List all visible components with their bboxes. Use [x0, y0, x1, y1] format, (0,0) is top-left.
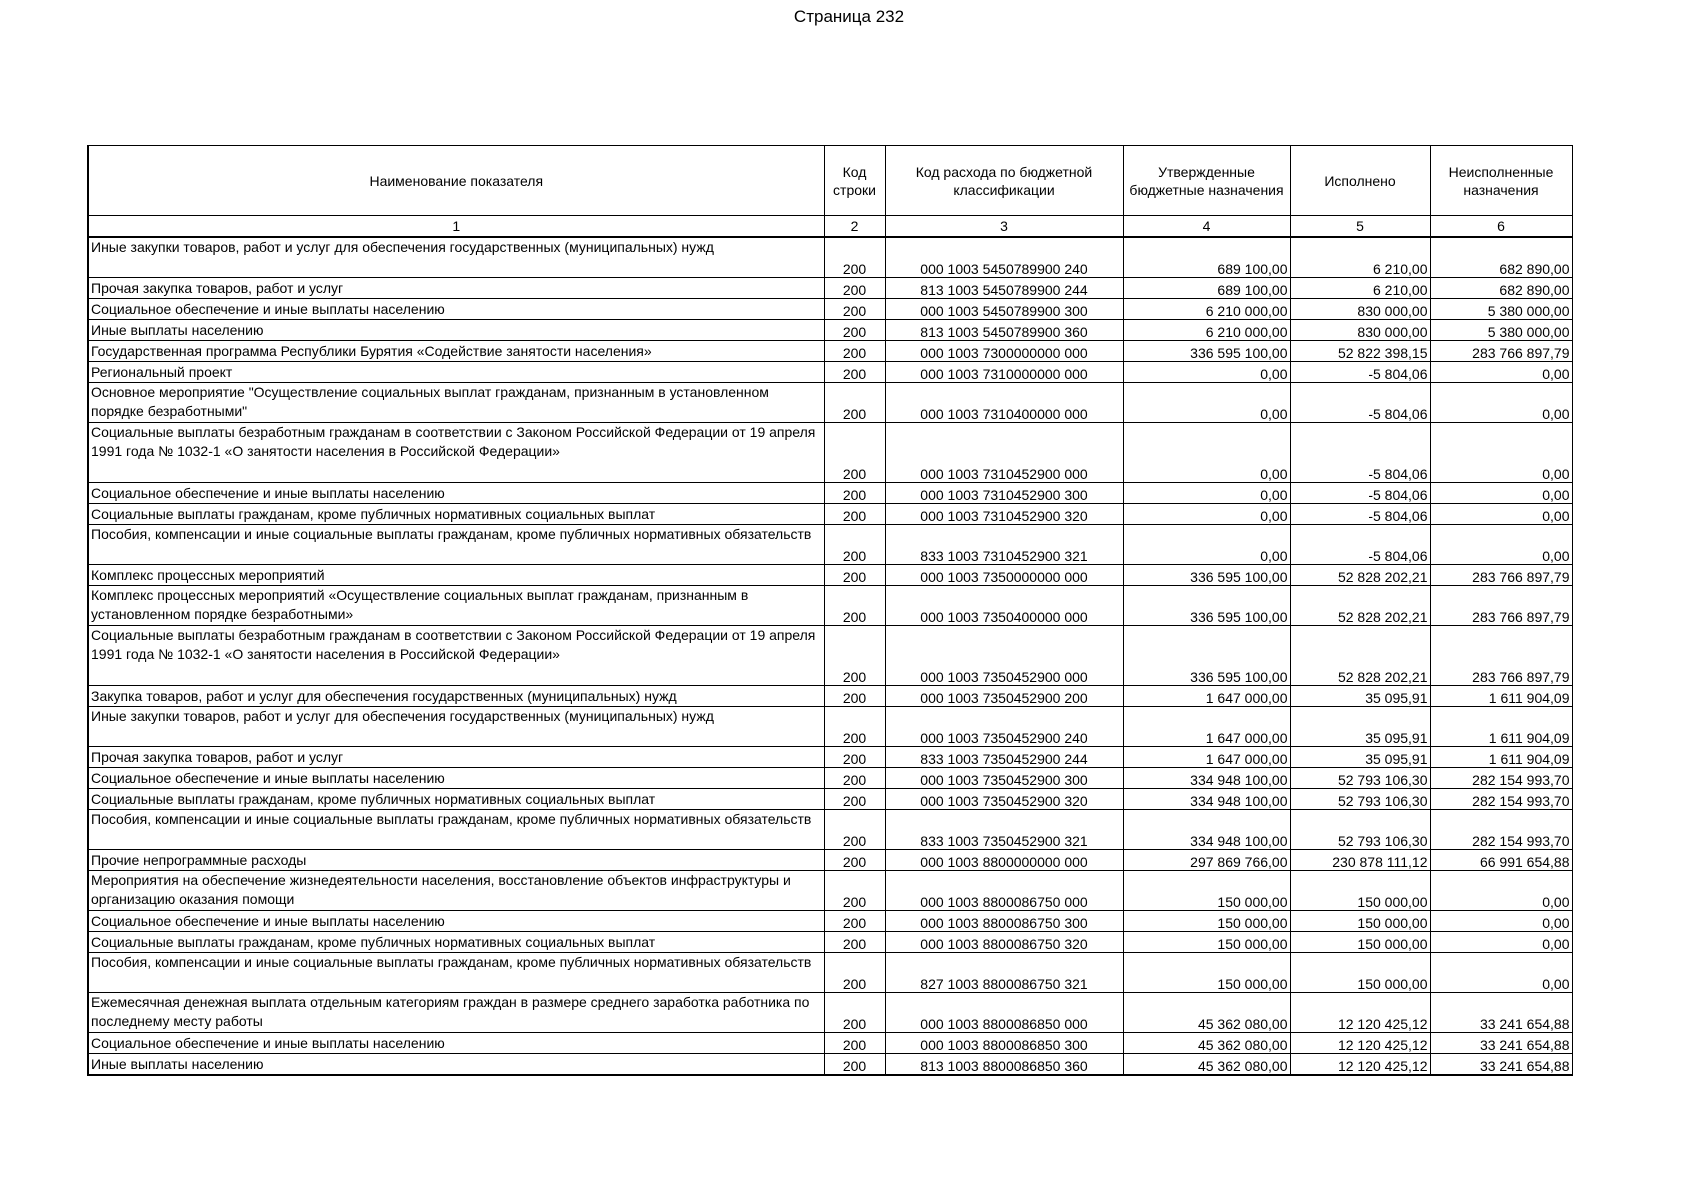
table-row: [88, 483, 1572, 504]
unexecuted-amount: 283 766 897,79: [1430, 565, 1572, 586]
approved-amount: 150 000,00: [1123, 911, 1290, 932]
table-row: [88, 768, 1572, 789]
column-number: 1: [88, 216, 824, 238]
budget-classification-code: 000 1003 8800086750 320: [885, 932, 1123, 953]
table-row: [88, 299, 1572, 320]
unexecuted-amount: 0,00: [1430, 362, 1572, 383]
executed-amount: -5 804,06: [1290, 504, 1430, 525]
row-code: 200: [824, 871, 885, 911]
approved-amount: 150 000,00: [1123, 932, 1290, 953]
indicator-name: Прочая закупка товаров, работ и услуг: [88, 278, 824, 299]
executed-amount: 830 000,00: [1290, 299, 1430, 320]
approved-amount: 334 948 100,00: [1123, 789, 1290, 810]
unexecuted-amount: 33 241 654,88: [1430, 1054, 1572, 1076]
budget-classification-code: 813 1003 5450789900 360: [885, 320, 1123, 341]
table-row: [88, 586, 1572, 626]
executed-amount: 12 120 425,12: [1290, 993, 1430, 1033]
budget-classification-code: 000 1003 7350452900 200: [885, 686, 1123, 707]
indicator-name: Комплекс процессных мероприятий: [88, 565, 824, 586]
unexecuted-amount: 282 154 993,70: [1430, 789, 1572, 810]
unexecuted-amount: 283 766 897,79: [1430, 626, 1572, 686]
executed-amount: 52 828 202,21: [1290, 626, 1430, 686]
budget-classification-code: 000 1003 8800086750 000: [885, 871, 1123, 911]
row-code: 200: [824, 237, 885, 278]
column-number: 2: [824, 216, 885, 238]
executed-amount: 230 878 111,12: [1290, 850, 1430, 871]
executed-amount: -5 804,06: [1290, 383, 1430, 423]
table-row: [88, 871, 1572, 911]
row-code: 200: [824, 707, 885, 747]
table-row: [88, 707, 1572, 747]
row-code: 200: [824, 993, 885, 1033]
indicator-name: Прочие непрограммные расходы: [88, 850, 824, 871]
approved-amount: 336 595 100,00: [1123, 341, 1290, 362]
column-number: 5: [1290, 216, 1430, 238]
indicator-name: Социальные выплаты безработным гражданам в соответствии с Законом Российской Федерации от 19 апреля 1991 года № 1032-1 «О занятости населения в Российской Федерации»: [88, 626, 824, 686]
indicator-name: Комплекс процессных мероприятий «Осуществление социальных выплат гражданам, признанным в установленном порядке безработными»: [88, 586, 824, 626]
budget-classification-code: 000 1003 7350452900 320: [885, 789, 1123, 810]
row-code: 200: [824, 626, 885, 686]
indicator-name: Пособия, компенсации и иные социальные выплаты гражданам, кроме публичных нормативных обязательств: [88, 953, 824, 993]
row-code: 200: [824, 1033, 885, 1054]
row-code: 200: [824, 586, 885, 626]
budget-classification-code: 000 1003 5450789900 240: [885, 237, 1123, 278]
executed-amount: 6 210,00: [1290, 278, 1430, 299]
executed-amount: -5 804,06: [1290, 525, 1430, 565]
executed-amount: 35 095,91: [1290, 747, 1430, 768]
executed-amount: 12 120 425,12: [1290, 1033, 1430, 1054]
unexecuted-amount: 1 611 904,09: [1430, 747, 1572, 768]
page-title: Страница 232: [793, 7, 905, 26]
table-row: [88, 953, 1572, 993]
approved-amount: 45 362 080,00: [1123, 1033, 1290, 1054]
budget-classification-code: 000 1003 8800086850 300: [885, 1033, 1123, 1054]
row-code: 200: [824, 483, 885, 504]
approved-amount: 45 362 080,00: [1123, 1054, 1290, 1076]
budget-classification-code: 000 1003 8800000000 000: [885, 850, 1123, 871]
approved-amount: 1 647 000,00: [1123, 747, 1290, 768]
table-row: [88, 993, 1572, 1033]
row-code: 200: [824, 1054, 885, 1076]
budget-classification-code: 833 1003 7310452900 321: [885, 525, 1123, 565]
table-row: [88, 237, 1572, 278]
indicator-name: Государственная программа Республики Бурятия «Содействие занятости населения»: [88, 341, 824, 362]
column-number: 6: [1430, 216, 1572, 238]
approved-amount: 689 100,00: [1123, 278, 1290, 299]
table-row: [88, 1054, 1572, 1076]
executed-amount: 12 120 425,12: [1290, 1054, 1430, 1076]
table-row: [88, 504, 1572, 525]
approved-amount: 1 647 000,00: [1123, 707, 1290, 747]
unexecuted-amount: 0,00: [1430, 932, 1572, 953]
approved-amount: 689 100,00: [1123, 237, 1290, 278]
row-code: 200: [824, 362, 885, 383]
approved-amount: 45 362 080,00: [1123, 993, 1290, 1033]
column-header-name: Наименование показателя: [88, 146, 824, 216]
executed-amount: 150 000,00: [1290, 932, 1430, 953]
executed-amount: -5 804,06: [1290, 362, 1430, 383]
approved-amount: 0,00: [1123, 423, 1290, 483]
indicator-name: Иные закупки товаров, работ и услуг для обеспечения государственных (муниципальных) нужд: [88, 707, 824, 747]
unexecuted-amount: 0,00: [1430, 383, 1572, 423]
approved-amount: 334 948 100,00: [1123, 768, 1290, 789]
executed-amount: 52 828 202,21: [1290, 565, 1430, 586]
unexecuted-amount: 282 154 993,70: [1430, 810, 1572, 850]
indicator-name: Пособия, компенсации и иные социальные выплаты гражданам, кроме публичных нормативных обязательств: [88, 810, 824, 850]
header-row: [88, 146, 1572, 216]
table-row: [88, 686, 1572, 707]
unexecuted-amount: 1 611 904,09: [1430, 707, 1572, 747]
budget-classification-code: 000 1003 7350000000 000: [885, 565, 1123, 586]
approved-amount: 297 869 766,00: [1123, 850, 1290, 871]
approved-amount: 336 595 100,00: [1123, 626, 1290, 686]
budget-classification-code: 000 1003 5450789900 300: [885, 299, 1123, 320]
budget-classification-code: 833 1003 7350452900 321: [885, 810, 1123, 850]
row-code: 200: [824, 789, 885, 810]
budget-classification-code: 813 1003 8800086850 360: [885, 1054, 1123, 1076]
executed-amount: 6 210,00: [1290, 237, 1430, 278]
executed-amount: 150 000,00: [1290, 871, 1430, 911]
budget-classification-code: 000 1003 7310000000 000: [885, 362, 1123, 383]
row-code: 200: [824, 850, 885, 871]
row-code: 200: [824, 383, 885, 423]
row-code: 200: [824, 320, 885, 341]
indicator-name: Социальное обеспечение и иные выплаты населению: [88, 483, 824, 504]
executed-amount: -5 804,06: [1290, 423, 1430, 483]
budget-classification-code: 000 1003 8800086850 000: [885, 993, 1123, 1033]
table-row: [88, 278, 1572, 299]
executed-amount: 830 000,00: [1290, 320, 1430, 341]
row-code: 200: [824, 747, 885, 768]
indicator-name: Социальное обеспечение и иные выплаты населению: [88, 299, 824, 320]
unexecuted-amount: 66 991 654,88: [1430, 850, 1572, 871]
indicator-name: Иные закупки товаров, работ и услуг для обеспечения государственных (муниципальных) нужд: [88, 237, 824, 278]
approved-amount: 0,00: [1123, 504, 1290, 525]
budget-classification-code: 000 1003 7300000000 000: [885, 341, 1123, 362]
indicator-name: Социальное обеспечение и иные выплаты населению: [88, 911, 824, 932]
unexecuted-amount: 5 380 000,00: [1430, 320, 1572, 341]
row-code: 200: [824, 278, 885, 299]
indicator-name: Основное мероприятие "Осуществление социальных выплат гражданам, признанным в установленном порядке безработными": [88, 383, 824, 423]
unexecuted-amount: 0,00: [1430, 911, 1572, 932]
row-code: 200: [824, 341, 885, 362]
budget-report-table: [87, 145, 1573, 1076]
column-number-row: [88, 216, 1572, 238]
column-header-unexecuted: Неисполненные назначения: [1430, 146, 1572, 216]
table-row: [88, 320, 1572, 341]
approved-amount: 0,00: [1123, 483, 1290, 504]
executed-amount: -5 804,06: [1290, 483, 1430, 504]
table-row: [88, 747, 1572, 768]
unexecuted-amount: 282 154 993,70: [1430, 768, 1572, 789]
budget-classification-code: 000 1003 7310452900 320: [885, 504, 1123, 525]
budget-classification-code: 827 1003 8800086750 321: [885, 953, 1123, 993]
unexecuted-amount: 33 241 654,88: [1430, 1033, 1572, 1054]
budget-classification-code: 000 1003 7310452900 000: [885, 423, 1123, 483]
indicator-name: Социальные выплаты гражданам, кроме публичных нормативных социальных выплат: [88, 932, 824, 953]
row-code: 200: [824, 299, 885, 320]
unexecuted-amount: 33 241 654,88: [1430, 993, 1572, 1033]
unexecuted-amount: 0,00: [1430, 953, 1572, 993]
table-row: [88, 525, 1572, 565]
unexecuted-amount: 0,00: [1430, 504, 1572, 525]
executed-amount: 35 095,91: [1290, 707, 1430, 747]
approved-amount: 0,00: [1123, 525, 1290, 565]
approved-amount: 1 647 000,00: [1123, 686, 1290, 707]
indicator-name: Социальное обеспечение и иные выплаты населению: [88, 768, 824, 789]
row-code: 200: [824, 911, 885, 932]
approved-amount: 0,00: [1123, 362, 1290, 383]
unexecuted-amount: 1 611 904,09: [1430, 686, 1572, 707]
table-row: [88, 383, 1572, 423]
budget-classification-code: 000 1003 7350452900 300: [885, 768, 1123, 789]
table-row: [88, 341, 1572, 362]
approved-amount: 6 210 000,00: [1123, 299, 1290, 320]
column-header-approved: Утвержденные бюджетные назначения: [1123, 146, 1290, 216]
budget-classification-code: 000 1003 7350400000 000: [885, 586, 1123, 626]
executed-amount: 52 793 106,30: [1290, 810, 1430, 850]
indicator-name: Региональный проект: [88, 362, 824, 383]
row-code: 200: [824, 504, 885, 525]
indicator-name: Социальные выплаты безработным гражданам в соответствии с Законом Российской Федерации от 19 апреля 1991 года № 1032-1 «О занятости населения в Российской Федерации»: [88, 423, 824, 483]
column-header-budget-code: Код расхода по бюджетной классификации: [885, 146, 1123, 216]
budget-classification-code: 000 1003 8800086750 300: [885, 911, 1123, 932]
indicator-name: Прочая закупка товаров, работ и услуг: [88, 747, 824, 768]
unexecuted-amount: 283 766 897,79: [1430, 586, 1572, 626]
row-code: 200: [824, 525, 885, 565]
column-number: 3: [885, 216, 1123, 238]
budget-classification-code: 813 1003 5450789900 244: [885, 278, 1123, 299]
table-row: [88, 565, 1572, 586]
unexecuted-amount: 0,00: [1430, 483, 1572, 504]
row-code: 200: [824, 810, 885, 850]
indicator-name: Социальное обеспечение и иные выплаты населению: [88, 1033, 824, 1054]
budget-classification-code: 000 1003 7350452900 000: [885, 626, 1123, 686]
budget-classification-code: 000 1003 7310400000 000: [885, 383, 1123, 423]
row-code: 200: [824, 932, 885, 953]
row-code: 200: [824, 686, 885, 707]
table-row: [88, 423, 1572, 483]
column-header-row-code: Код строки: [824, 146, 885, 216]
table-row: [88, 932, 1572, 953]
budget-classification-code: 833 1003 7350452900 244: [885, 747, 1123, 768]
table-row: [88, 789, 1572, 810]
table-row: [88, 626, 1572, 686]
row-code: 200: [824, 768, 885, 789]
unexecuted-amount: 0,00: [1430, 525, 1572, 565]
column-header-executed: Исполнено: [1290, 146, 1430, 216]
approved-amount: 150 000,00: [1123, 871, 1290, 911]
indicator-name: Социальные выплаты гражданам, кроме публичных нормативных социальных выплат: [88, 504, 824, 525]
approved-amount: 150 000,00: [1123, 953, 1290, 993]
indicator-name: Закупка товаров, работ и услуг для обеспечения государственных (муниципальных) нужд: [88, 686, 824, 707]
table-row: [88, 810, 1572, 850]
executed-amount: 150 000,00: [1290, 953, 1430, 993]
executed-amount: 150 000,00: [1290, 911, 1430, 932]
approved-amount: 6 210 000,00: [1123, 320, 1290, 341]
executed-amount: 52 793 106,30: [1290, 789, 1430, 810]
table-row: [88, 850, 1572, 871]
unexecuted-amount: 5 380 000,00: [1430, 299, 1572, 320]
row-code: 200: [824, 423, 885, 483]
approved-amount: 336 595 100,00: [1123, 565, 1290, 586]
approved-amount: 336 595 100,00: [1123, 586, 1290, 626]
unexecuted-amount: 283 766 897,79: [1430, 341, 1572, 362]
indicator-name: Социальные выплаты гражданам, кроме публичных нормативных социальных выплат: [88, 789, 824, 810]
table-row: [88, 911, 1572, 932]
unexecuted-amount: 682 890,00: [1430, 237, 1572, 278]
row-code: 200: [824, 953, 885, 993]
executed-amount: 52 828 202,21: [1290, 586, 1430, 626]
indicator-name: Пособия, компенсации и иные социальные выплаты гражданам, кроме публичных нормативных обязательств: [88, 525, 824, 565]
table-body: [88, 237, 1572, 1075]
column-number: 4: [1123, 216, 1290, 238]
indicator-name: Мероприятия на обеспечение жизнедеятельности населения, восстановление объектов инфраструктуры и организацию оказания помощи: [88, 871, 824, 911]
unexecuted-amount: 682 890,00: [1430, 278, 1572, 299]
row-code: 200: [824, 565, 885, 586]
table-row: [88, 362, 1572, 383]
indicator-name: Иные выплаты населению: [88, 1054, 824, 1076]
table-row: [88, 1033, 1572, 1054]
unexecuted-amount: 0,00: [1430, 871, 1572, 911]
executed-amount: 35 095,91: [1290, 686, 1430, 707]
approved-amount: 334 948 100,00: [1123, 810, 1290, 850]
budget-classification-code: 000 1003 7310452900 300: [885, 483, 1123, 504]
executed-amount: 52 793 106,30: [1290, 768, 1430, 789]
indicator-name: Ежемесячная денежная выплата отдельным категориям граждан в размере среднего заработка работника по последнему месту работы: [88, 993, 824, 1033]
budget-classification-code: 000 1003 7350452900 240: [885, 707, 1123, 747]
approved-amount: 0,00: [1123, 383, 1290, 423]
unexecuted-amount: 0,00: [1430, 423, 1572, 483]
indicator-name: Иные выплаты населению: [88, 320, 824, 341]
executed-amount: 52 822 398,15: [1290, 341, 1430, 362]
